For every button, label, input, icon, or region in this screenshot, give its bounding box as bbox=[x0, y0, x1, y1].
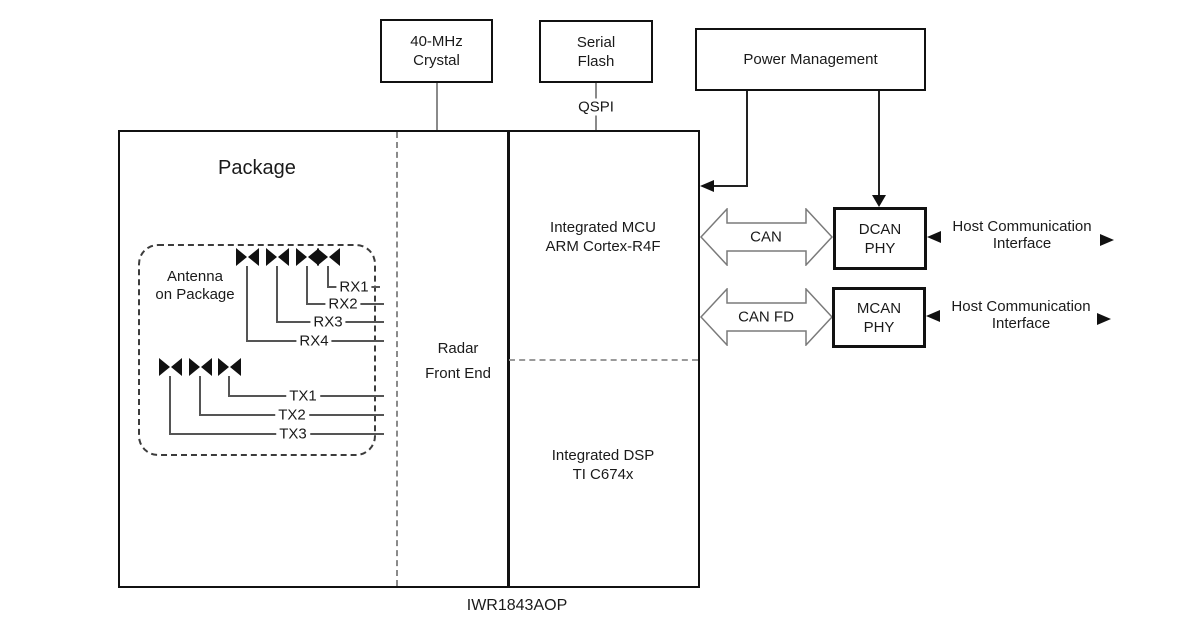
tx2-port-label: TX2 bbox=[275, 407, 309, 424]
tx-antenna-icon-1 bbox=[159, 358, 182, 376]
rx1-port-label: RX1 bbox=[336, 279, 371, 296]
mcan-host-comm-line2: Interface bbox=[991, 314, 1051, 332]
crystal-connector-line bbox=[436, 83, 438, 130]
serial-flash-label-line1: Serial bbox=[576, 33, 616, 51]
antenna-label-line2: on Package bbox=[155, 286, 235, 303]
dcan-host-comm-line2: Interface bbox=[992, 234, 1052, 252]
dcan-host-out-arrow-icon bbox=[1100, 234, 1114, 246]
rx-antenna-icon-1 bbox=[236, 248, 259, 266]
mcan-phy-line1: MCAN bbox=[856, 299, 902, 317]
mcan-host-comm-line1: Host Communication bbox=[951, 298, 1091, 315]
serial-flash-box bbox=[539, 20, 653, 83]
pm-to-package-arrow-icon bbox=[700, 180, 714, 192]
serial-flash-label-line2: Flash bbox=[577, 52, 615, 70]
mcan-host-in-arrow-icon bbox=[926, 310, 940, 322]
can-bus-label: CAN bbox=[746, 229, 786, 246]
dcan-phy-line1: DCAN bbox=[858, 220, 902, 238]
rx-antenna-icon-3 bbox=[296, 248, 319, 266]
power-management-box bbox=[695, 28, 926, 91]
power-management-label: Power Management bbox=[743, 51, 878, 68]
tx-antenna-icon-2 bbox=[189, 358, 212, 376]
tx-antenna-icon-3 bbox=[218, 358, 241, 376]
pm-to-dcan-vline bbox=[878, 91, 880, 196]
mcan-phy-box bbox=[832, 287, 926, 348]
radar-front-end-line1: Radar bbox=[437, 340, 479, 357]
dcan-phy-box bbox=[833, 207, 927, 270]
rx-antenna-icon-4 bbox=[317, 248, 340, 266]
mcu-line1: Integrated MCU bbox=[550, 219, 656, 236]
diagram-title: IWR1843AOP bbox=[466, 597, 568, 614]
mcan-host-comm-label bbox=[940, 299, 1102, 332]
package-partition-dashed-line bbox=[396, 132, 398, 586]
dcan-host-in-arrow-icon bbox=[927, 231, 941, 243]
antenna-label-line1: Antenna bbox=[167, 268, 223, 285]
mcu-line2: ARM Cortex-R4F bbox=[545, 238, 661, 255]
crystal-label-line2: Crystal bbox=[413, 52, 460, 69]
qspi-label: QSPI bbox=[575, 99, 617, 116]
tx1-port-label: TX1 bbox=[286, 388, 320, 405]
crystal-box bbox=[380, 19, 493, 83]
dcan-host-comm-label bbox=[941, 219, 1103, 252]
antenna-on-package-label bbox=[140, 268, 250, 304]
tx2-drop-line bbox=[199, 376, 201, 414]
pm-to-package-hline bbox=[712, 185, 748, 187]
rx2-drop-line bbox=[306, 266, 308, 303]
mcu-label bbox=[508, 218, 698, 256]
rx4-port-label: RX4 bbox=[296, 333, 331, 350]
can-fd-bus-label: CAN FD bbox=[734, 309, 798, 326]
crystal-label-line1: 40-MHz bbox=[410, 33, 463, 50]
pm-to-dcan-arrow-icon bbox=[872, 195, 886, 207]
tx3-drop-line bbox=[169, 376, 171, 433]
rx4-drop-line bbox=[246, 266, 248, 340]
package-label: Package bbox=[218, 157, 296, 179]
tx3-port-label: TX3 bbox=[276, 426, 310, 443]
rx1-drop-line bbox=[327, 266, 329, 286]
rx2-port-label: RX2 bbox=[325, 296, 360, 313]
dsp-label bbox=[508, 446, 698, 484]
tx1-drop-line bbox=[228, 376, 230, 395]
mcan-phy-line2: PHY bbox=[863, 318, 895, 336]
dsp-line2: TI C674x bbox=[572, 466, 634, 483]
mcan-host-out-arrow-icon bbox=[1097, 313, 1111, 325]
dcan-host-comm-line1: Host Communication bbox=[952, 218, 1092, 235]
mcu-dsp-divider-dashed-line bbox=[509, 359, 698, 361]
dcan-phy-line2: PHY bbox=[864, 239, 896, 257]
pm-to-package-vline bbox=[746, 91, 748, 186]
radar-front-end-label bbox=[408, 336, 508, 386]
dsp-line1: Integrated DSP bbox=[551, 447, 655, 464]
radar-front-end-line2: Front End bbox=[425, 365, 491, 382]
rx-antenna-icon-2 bbox=[266, 248, 289, 266]
rx3-port-label: RX3 bbox=[310, 314, 345, 331]
rx3-drop-line bbox=[276, 266, 278, 321]
